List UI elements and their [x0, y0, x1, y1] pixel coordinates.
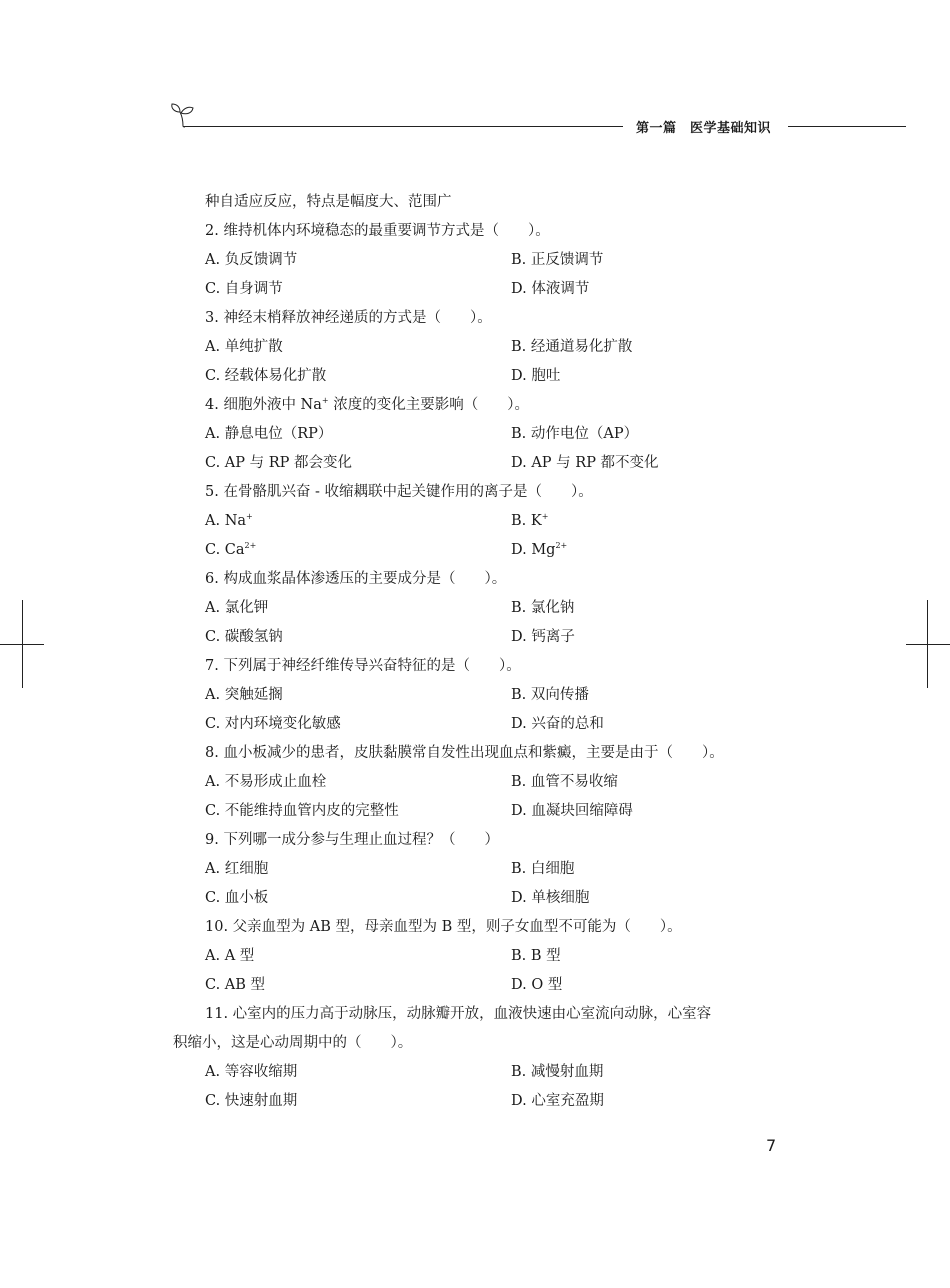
- option: C. 对内环境变化敏感: [205, 716, 341, 732]
- option: C. AP 与 RP 都会变化: [205, 455, 353, 471]
- option: B. 双向传播: [511, 687, 589, 703]
- option: A. 单纯扩散: [205, 339, 283, 355]
- option: C. 自身调节: [205, 281, 283, 297]
- crop-mark-right-horizontal: [906, 644, 950, 645]
- option: A. A 型: [205, 948, 255, 964]
- option: A. 静息电位（RP）: [205, 426, 333, 442]
- question-stem-continued: 积缩小，这是心动周期中的（ ）。: [173, 1035, 413, 1051]
- option: A. 氯化钾: [205, 600, 269, 616]
- question-stem: 7. 下列属于神经纤维传导兴奋特征的是（ ）。: [205, 658, 521, 674]
- question-stem: 3. 神经末梢释放神经递质的方式是（ ）。: [205, 310, 492, 326]
- stem-text: 浓度的变化主要影响（ ）。: [328, 397, 529, 413]
- option-text: B. K: [511, 513, 542, 529]
- header-rule-right: [788, 126, 906, 127]
- option-text: C. Ca: [205, 542, 245, 558]
- option: A. 等容收缩期: [205, 1064, 298, 1080]
- question-stem: 5. 在骨骼肌兴奋 - 收缩耦联中起关键作用的离子是（ ）。: [205, 484, 593, 500]
- intro-line: 种自适应反应，特点是幅度大、范围广: [205, 194, 452, 210]
- option: [205, 536, 256, 565]
- option-text: A. Na: [205, 513, 247, 529]
- option: C. 快速射血期: [205, 1093, 298, 1109]
- question-stem: 6. 构成血浆晶体渗透压的主要成分是（ ）。: [205, 571, 507, 587]
- option: D. 体液调节: [511, 281, 590, 297]
- question-stem: [205, 391, 529, 420]
- question-stem: 10. 父亲血型为 AB 型，母亲血型为 B 型，则子女血型不可能为（ ）。: [205, 919, 682, 935]
- option: C. 血小板: [205, 890, 269, 906]
- option: D. O 型: [511, 977, 563, 993]
- option: D. 兴奋的总和: [511, 716, 604, 732]
- superscript: 2+: [244, 541, 257, 550]
- stem-text: 4. 细胞外液中 Na: [205, 397, 322, 413]
- option: D. 单核细胞: [511, 890, 590, 906]
- crop-mark-left-horizontal: [0, 644, 44, 645]
- header-title: 第一篇 医学基础知识: [636, 121, 772, 136]
- option: [205, 507, 253, 536]
- option: A. 负反馈调节: [205, 252, 298, 268]
- option: [511, 536, 567, 565]
- option: D. 心室充盈期: [511, 1093, 604, 1109]
- option: D. 钙离子: [511, 629, 575, 645]
- option: A. 红细胞: [205, 861, 269, 877]
- option: D. AP 与 RP 都不变化: [511, 455, 659, 471]
- option: D. 血凝块回缩障碍: [511, 803, 633, 819]
- option: B. 白细胞: [511, 861, 575, 877]
- option: B. 氯化钠: [511, 600, 575, 616]
- superscript: +: [321, 396, 329, 405]
- question-stem: 2. 维持机体内环境稳态的最重要调节方式是（ ）。: [205, 223, 550, 239]
- option: A. 不易形成止血栓: [205, 774, 327, 790]
- option: A. 突触延搁: [205, 687, 283, 703]
- option: C. 经载体易化扩散: [205, 368, 327, 384]
- option: C. 不能维持血管内皮的完整性: [205, 803, 399, 819]
- question-stem: 9. 下列哪一成分参与生理止血过程？（ ）: [205, 832, 499, 848]
- superscript: +: [541, 512, 549, 521]
- option: B. B 型: [511, 948, 561, 964]
- question-stem: 8. 血小板减少的患者，皮肤黏膜常自发性出现血点和紫癜，主要是由于（ ）。: [205, 745, 724, 761]
- option: C. 碳酸氢钠: [205, 629, 283, 645]
- header-rule-left: [183, 126, 623, 127]
- option: [511, 507, 548, 536]
- running-header: [0, 0, 950, 150]
- option: B. 正反馈调节: [511, 252, 604, 268]
- option-text: D. Mg: [511, 542, 556, 558]
- option: B. 经通道易化扩散: [511, 339, 633, 355]
- option: C. AB 型: [205, 977, 266, 993]
- page-number: 7: [766, 1136, 777, 1155]
- option: B. 动作电位（AP）: [511, 426, 639, 442]
- superscript: +: [246, 512, 253, 521]
- option: B. 血管不易收缩: [511, 774, 618, 790]
- question-stem: 11. 心室内的压力高于动脉压，动脉瓣开放，血液快速由心室流向动脉，心室容: [205, 1006, 712, 1022]
- superscript: 2+: [555, 541, 568, 550]
- option: D. 胞吐: [511, 368, 561, 384]
- option: B. 减慢射血期: [511, 1064, 604, 1080]
